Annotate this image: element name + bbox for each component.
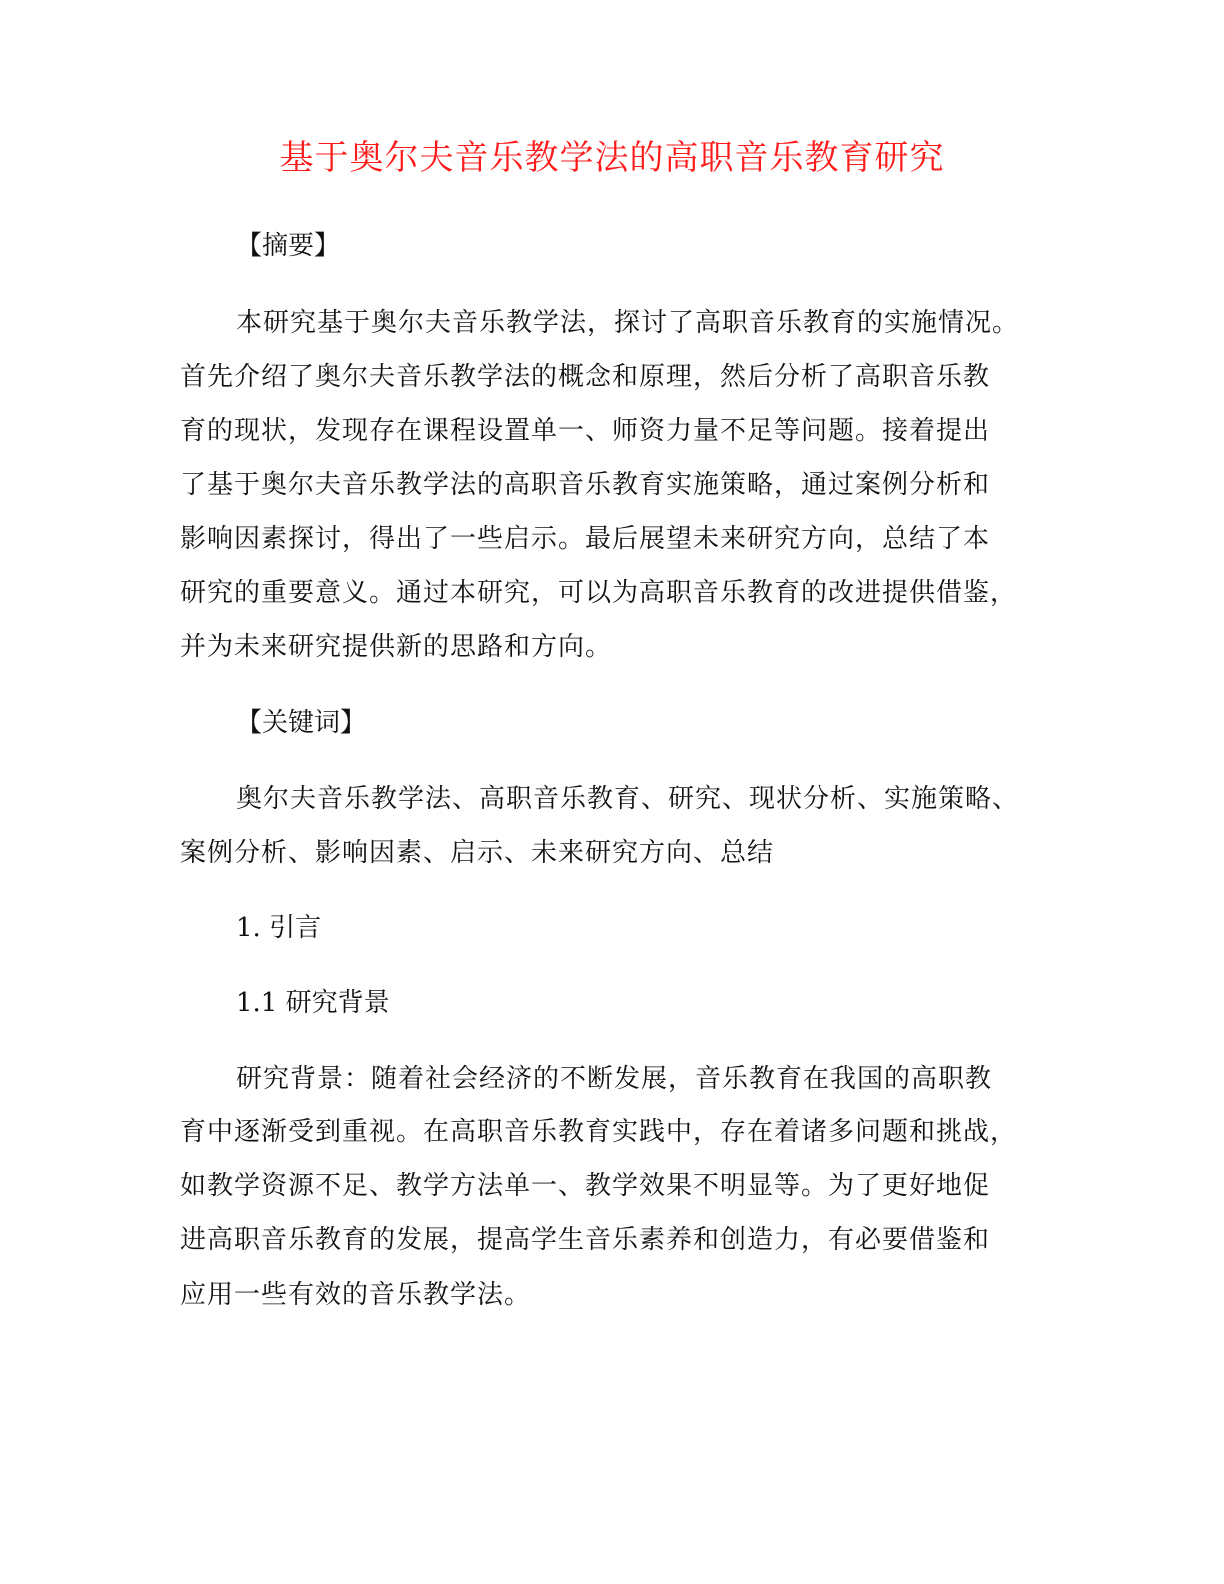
abstract-line: 首先介绍了奥尔夫音乐教学法的概念和原理，然后分析了高职音乐教 — [180, 362, 991, 392]
section-heading-introduction: 1. 引言 — [236, 913, 322, 943]
keywords-line: 奥尔夫音乐教学法、高职音乐教育、研究、现状分析、实施策略、 — [236, 784, 1020, 814]
abstract-line: 并为未来研究提供新的思路和方向。 — [180, 632, 613, 662]
background-line: 育中逐渐受到重视。在高职音乐教育实践中，存在着诸多问题和挑战， — [180, 1117, 1018, 1147]
background-line: 应用一些有效的音乐教学法。 — [180, 1280, 532, 1310]
keywords-heading: 【关键词】 — [236, 708, 367, 738]
abstract-heading: 【摘要】 — [236, 231, 341, 261]
document-title: 基于奥尔夫音乐教学法的高职音乐教育研究 — [279, 138, 945, 178]
abstract-line: 育的现状，发现存在课程设置单一、师资力量不足等问题。接着提出 — [180, 416, 991, 446]
background-line: 研究背景：随着社会经济的不断发展，音乐教育在我国的高职教 — [236, 1064, 993, 1094]
background-line: 进高职音乐教育的发展，提高学生音乐素养和创造力，有必要借鉴和 — [180, 1225, 991, 1255]
abstract-line: 研究的重要意义。通过本研究，可以为高职音乐教育的改进提供借鉴， — [180, 578, 1018, 608]
abstract-line: 影响因素探讨，得出了一些启示。最后展望未来研究方向，总结了本 — [180, 524, 991, 554]
background-line: 如教学资源不足、教学方法单一、教学效果不明显等。为了更好地促 — [180, 1171, 991, 1201]
abstract-line: 了基于奥尔夫音乐教学法的高职音乐教育实施策略，通过案例分析和 — [180, 470, 991, 500]
keywords-line: 案例分析、影响因素、启示、未来研究方向、总结 — [180, 838, 775, 868]
abstract-line: 本研究基于奥尔夫音乐教学法，探讨了高职音乐教育的实施情况。 — [236, 308, 1020, 338]
subsection-heading-background: 1.1 研究背景 — [236, 988, 390, 1018]
